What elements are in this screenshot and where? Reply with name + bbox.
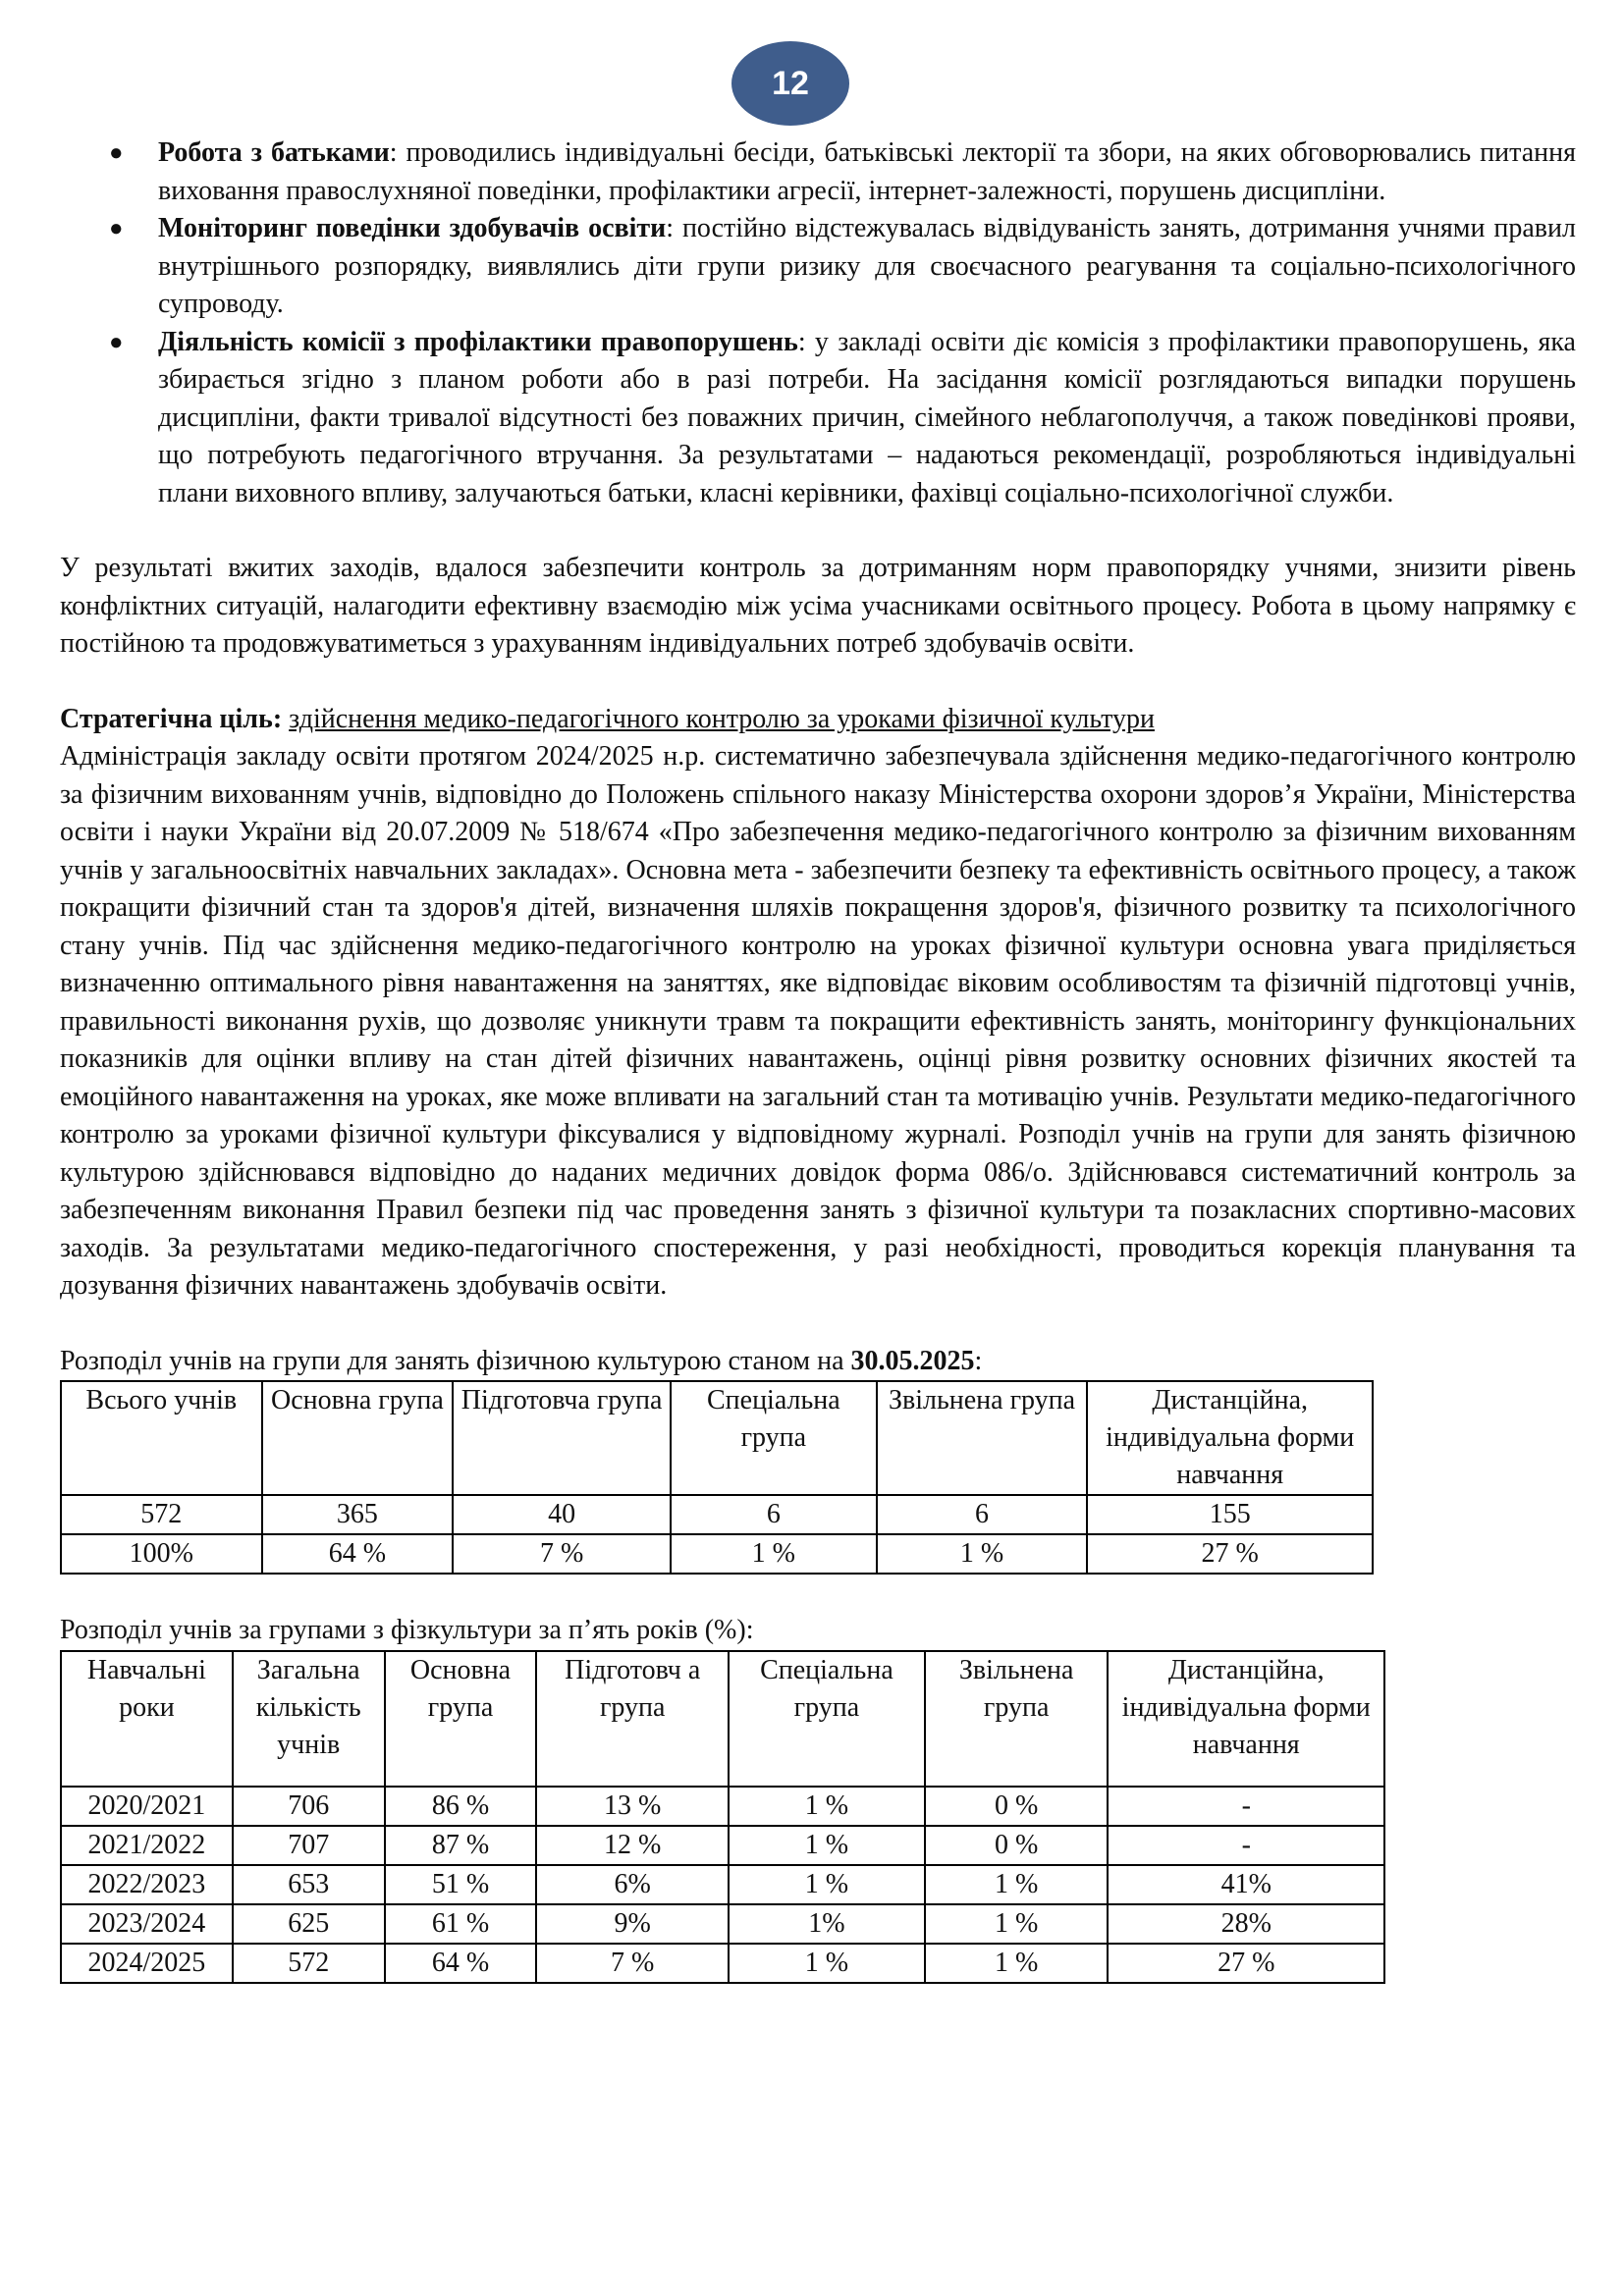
column-header: Спеціальна група <box>671 1381 877 1495</box>
column-header: Навчальні роки <box>61 1651 233 1787</box>
table-cell: 365 <box>262 1495 454 1534</box>
bullet-title: Робота з батьками <box>158 137 390 168</box>
table-cell: 2023/2024 <box>61 1904 233 1944</box>
table-cell: 1 % <box>729 1865 925 1904</box>
column-header: Звільнена група <box>877 1381 1088 1495</box>
list-item <box>60 134 1576 210</box>
column-header: Основна група <box>385 1651 537 1787</box>
bullet-text: : у закладі освіти діє комісія з профілактики правопорушень, яка збирається згідно з планом роботи або в разі потреби. На засідання комісії розглядаються випадки порушень дисципліни, факти тривалої відсутності без поважних причин, сімейного неблагополуччя, а також поведінкові прояви, що потребують педагогічного втручання. За результатами – надаються рекомендації, розробляються індивідуальні плани виховного впливу, залучаються батьки, класні керівники, фахівці соціально-психологічної служби. <box>158 326 1576 508</box>
page-number: 12 <box>772 64 809 102</box>
list-item <box>60 210 1576 324</box>
table-cell: 7 % <box>453 1534 671 1574</box>
bullet-title: Діяльність комісії з профілактики правопорушень <box>158 326 798 357</box>
table-cell: 87 % <box>385 1826 537 1865</box>
table-cell: 51 % <box>385 1865 537 1904</box>
groups-table-five-years <box>60 1650 1385 1984</box>
table-cell: 6% <box>536 1865 729 1904</box>
table-row <box>61 1826 1384 1865</box>
bullet-icon: ● <box>109 216 124 241</box>
table1-caption-date: 30.05.2025 <box>850 1345 975 1376</box>
page-number-badge <box>731 41 849 126</box>
table-cell: 41% <box>1108 1865 1384 1904</box>
table-row <box>61 1787 1384 1826</box>
column-header: Дистанційна, індивідуальна форми навчання <box>1087 1381 1373 1495</box>
column-header: Загальна кількість учнів <box>233 1651 385 1787</box>
table-cell: 653 <box>233 1865 385 1904</box>
table-cell: 28% <box>1108 1904 1384 1944</box>
table-cell: 9% <box>536 1904 729 1944</box>
table-cell: 6 <box>671 1495 877 1534</box>
table-cell: 2024/2025 <box>61 1944 233 1983</box>
table-row <box>61 1495 1373 1534</box>
table-cell: 1 % <box>671 1534 877 1574</box>
bullet-icon: ● <box>109 140 124 166</box>
strategic-goal-body: Адміністрація закладу освіти протягом 2024/2025 н.р. систематично забезпечувала здійснення медико-педагогічного контролю за фізичним вихованням учнів, відповідно до Положень спільного наказу Міністерства охорони здоров’я України, Міністерства освіти і науки України від 20.07.2009 № 518/674 «Про забезпечення медико-педагогічного контролю за фізичним вихованням учнів у загальноосвітніх навчальних закладах». Основна мета - забезпечити безпеку та ефективність освітнього процесу, а також покращити фізичний стан та здоров'я дітей, визначення шляхів покращення здоров'я, фізичного розвитку та психологічного стану учнів. Під час здійснення медико-педагогічного контролю на уроках фізичної культури основна увага приділяється визначенню оптимального рівня навантаження на заняттях, яке відповідає віковим особливостям та фізичній підготовці учнів, правильності виконання рухів, що дозволяє уникнути травм та покращити ефективність занять, моніторингу функціональних показників для оцінки впливу на стан дітей фізичних навантажень, оцінці рівня розвитку основних фізичних якостей та емоційного навантаження на уроках, яке може впливати на загальний стан та мотивацію учнів. Результати медико-педагогічного контролю за уроками фізичної культури фіксувалися у відповідному журналі. Розподіл учнів на групи для занять фізичною культурою здійснювався відповідно до наданих медичних довідок форма 086/о. Здійснювався систематичний контроль за забезпеченням виконання Правил безпеки під час проведення занять з фізичної культури та позакласних спортивно-масових заходів. За результатами медико-педагогічного спостереження, у разі необхідності, проводиться корекція планування та дозування фізичних навантажень здобувачів освіти. <box>60 741 1576 1301</box>
groups-table-current <box>60 1380 1374 1575</box>
column-header: Всього учнів <box>61 1381 262 1495</box>
table-row <box>61 1534 1373 1574</box>
table-cell: 1 % <box>925 1904 1109 1944</box>
measures-list <box>60 134 1576 512</box>
table-cell: 572 <box>61 1495 262 1534</box>
table-cell: 0 % <box>925 1826 1109 1865</box>
column-header: Спеціальна група <box>729 1651 925 1787</box>
table-cell: 64 % <box>385 1944 537 1983</box>
bullet-text: : постійно відстежувалась відвідуваність занять, дотримання учнями правил внутрішнього розпорядку, виявлялись діти групи ризику для своєчасного реагування та соціально-психологічного супроводу. <box>158 213 1576 319</box>
table-cell: - <box>1108 1826 1384 1865</box>
table-cell: 706 <box>233 1787 385 1826</box>
table-cell: 1 % <box>925 1865 1109 1904</box>
summary-paragraph: У результаті вжитих заходів, вдалося забезпечити контроль за дотриманням норм правопорядку учнями, знизити рівень конфліктних ситуацій, налагодити ефективну взаємодію між усіма учасниками освітнього процесу. Робота в цьому напрямку є постійною та продовжуватиметься з урахуванням індивідуальних потреб здобувачів освіти. <box>60 553 1576 659</box>
table-cell: 7 % <box>536 1944 729 1983</box>
table-row <box>61 1904 1384 1944</box>
bullet-icon: ● <box>109 329 124 355</box>
column-header: Основна група <box>262 1381 454 1495</box>
bullet-text: : проводились індивідуальні бесіди, батьківські лекторії та збори, на яких обговорювались питання виховання правослухняної поведінки, профілактики агресії, інтернет-залежності, порушень дисципліни. <box>158 137 1576 206</box>
strategic-goal-label: Стратегічна ціль: <box>60 703 283 734</box>
table2-caption: Розподіл учнів за групами з фізкультури за п’ять років (%): <box>60 1615 754 1645</box>
list-item <box>60 324 1576 513</box>
table-cell: 1 % <box>877 1534 1088 1574</box>
table-cell: 2021/2022 <box>61 1826 233 1865</box>
table-cell: 6 <box>877 1495 1088 1534</box>
strategic-goal-title: здійснення медико-педагогічного контролю за уроками фізичної культури <box>289 703 1155 734</box>
table-cell: 1 % <box>925 1944 1109 1983</box>
strategic-goal-heading <box>60 701 1576 739</box>
table-cell: 27 % <box>1108 1944 1384 1983</box>
table-cell: 64 % <box>262 1534 454 1574</box>
table-cell: 61 % <box>385 1904 537 1944</box>
table-cell: 86 % <box>385 1787 537 1826</box>
table-cell: 707 <box>233 1826 385 1865</box>
table-cell: 625 <box>233 1904 385 1944</box>
table-cell: 1 % <box>729 1826 925 1865</box>
table-cell: - <box>1108 1787 1384 1826</box>
column-header: Звільнена група <box>925 1651 1109 1787</box>
column-header: Підготовча група <box>453 1381 671 1495</box>
table1-caption <box>60 1343 1576 1381</box>
table-cell: 12 % <box>536 1826 729 1865</box>
table-cell: 1% <box>729 1904 925 1944</box>
table-cell: 1 % <box>729 1944 925 1983</box>
table-row <box>61 1944 1384 1983</box>
table1-caption-end: : <box>974 1345 983 1376</box>
table-cell: 572 <box>233 1944 385 1983</box>
table-cell: 13 % <box>536 1787 729 1826</box>
table-cell: 0 % <box>925 1787 1109 1826</box>
bullet-title: Моніторинг поведінки здобувачів освіти <box>158 213 667 243</box>
table-cell: 2022/2023 <box>61 1865 233 1904</box>
table-cell: 155 <box>1087 1495 1373 1534</box>
page-content <box>60 134 1576 1984</box>
table-header-row <box>61 1381 1373 1495</box>
table-header-row <box>61 1651 1384 1787</box>
table-row <box>61 1865 1384 1904</box>
table-cell: 40 <box>453 1495 671 1534</box>
table-cell: 27 % <box>1087 1534 1373 1574</box>
table1-caption-text: Розподіл учнів на групи для занять фізичною культурою станом на <box>60 1345 851 1376</box>
table-cell: 1 % <box>729 1787 925 1826</box>
column-header: Підготовч а група <box>536 1651 729 1787</box>
table-cell: 2020/2021 <box>61 1787 233 1826</box>
table-cell: 100% <box>61 1534 262 1574</box>
column-header: Дистанційна, індивідуальна форми навчання <box>1108 1651 1384 1787</box>
